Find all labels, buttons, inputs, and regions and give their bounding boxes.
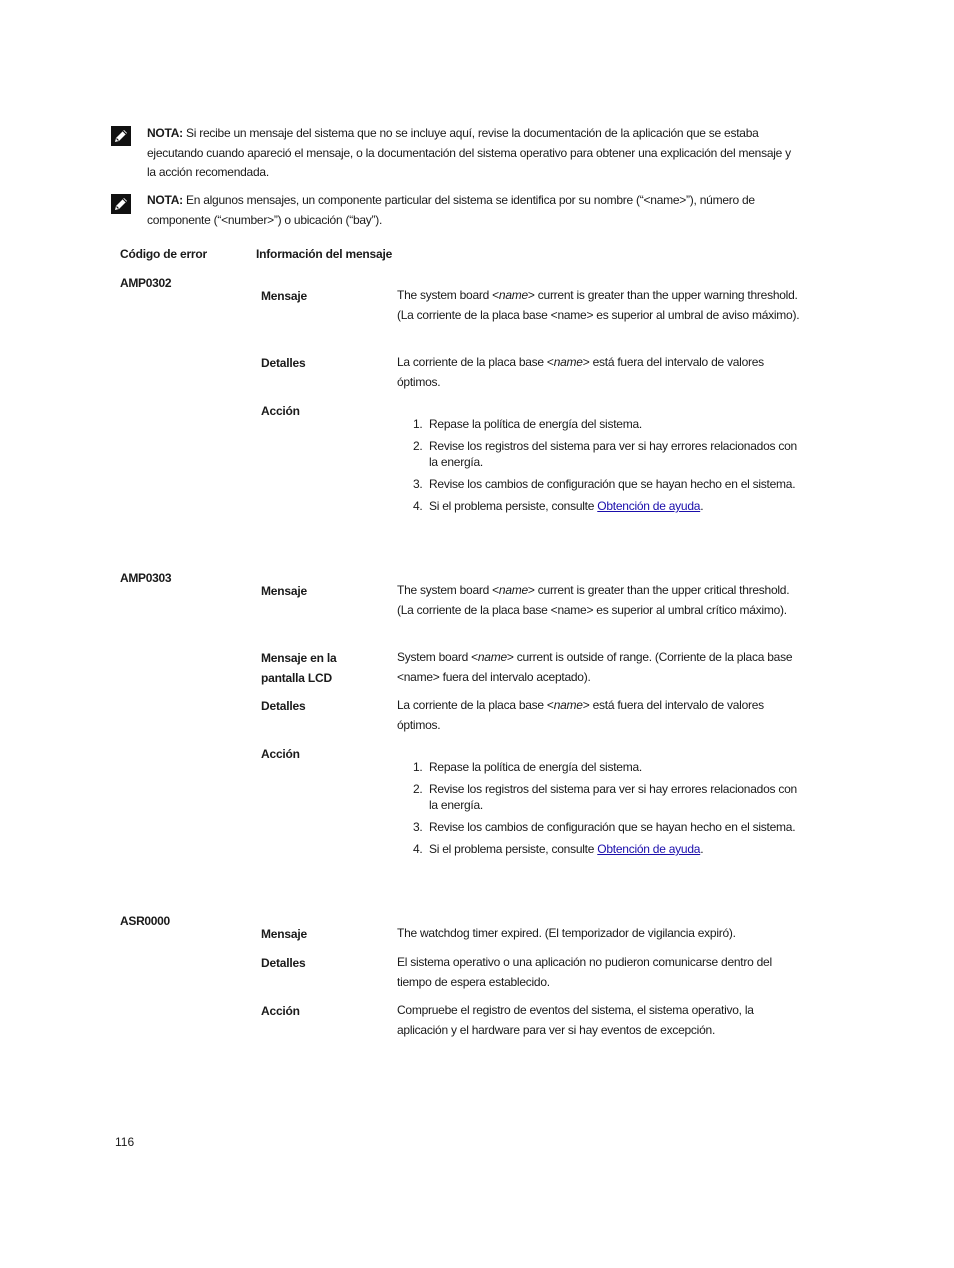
list-item: 1. Repase la política de energía del sistema. xyxy=(413,417,642,431)
pencil-note-icon xyxy=(111,126,131,146)
label-mensaje: Mensaje xyxy=(261,584,307,598)
error-code: AMP0303 xyxy=(120,571,172,585)
label-detalles: Detalles xyxy=(261,956,306,970)
list-item: 3. Revise los cambios de configuración que se hayan hecho en el sistema. xyxy=(413,820,796,834)
pencil-note-icon xyxy=(111,194,131,214)
help-link[interactable]: Obtención de ayuda xyxy=(597,499,701,513)
label-accion: Acción xyxy=(261,1004,300,1018)
label-accion: Acción xyxy=(261,404,300,418)
note-text: En algunos mensajes, un componente particular del sistema se identifica por su nombre (“<name>”), número de componente (“<number>”) o ubicación (“bay”). xyxy=(147,193,755,227)
label-mensaje: Mensaje xyxy=(261,927,307,941)
header-error-code: Código de error xyxy=(120,247,208,261)
label-accion: Acción xyxy=(261,747,300,761)
action-steps xyxy=(413,416,803,520)
details-text: El sistema operativo o una aplicación no pudieron comunicarse dentro del tiempo de espera establecido. xyxy=(397,955,772,989)
action-text: Compruebe el registro de eventos del sistema, el sistema operativo, la aplicación y el hardware para ver si hay eventos de excepción. xyxy=(397,1003,754,1037)
list-item: 4. Si el problema persiste, consulte Obtención de ayuda. xyxy=(413,499,704,513)
details-text: La corriente de la placa base <name> está fuera del intervalo de valores óptimos. xyxy=(397,698,764,732)
note-1 xyxy=(147,124,802,183)
list-item: 2. Revise los registros del sistema para ver si hay errores relacionados con la energía. xyxy=(413,439,797,469)
label-lcd-message: Mensaje en la pantalla LCD xyxy=(261,651,337,685)
page-number: 116 xyxy=(115,1135,135,1149)
note-text: Si recibe un mensaje del sistema que no se incluye aquí, revise la documentación de la aplicación que se estaba ejecutando cuando apareció el mensaje, o la documentación del sistema operativo para obtener una explicación del mensaje y la acción recomendada. xyxy=(147,126,791,179)
list-item: 1. Repase la política de energía del sistema. xyxy=(413,760,642,774)
note-2 xyxy=(147,191,802,230)
header-message-info: Información del mensaje xyxy=(256,247,393,261)
list-item: 3. Revise los cambios de configuración que se hayan hecho en el sistema. xyxy=(413,477,796,491)
error-code: ASR0000 xyxy=(120,914,170,928)
label-detalles: Detalles xyxy=(261,356,306,370)
message-text: The watchdog timer expired. (El temporizador de vigilancia expiró). xyxy=(397,926,736,940)
details-text: La corriente de la placa base <name> está fuera del intervalo de valores óptimos. xyxy=(397,355,764,389)
message-text: The system board <name> current is greater than the upper warning threshold. (La corriente de la placa base <name> es superior al umbral de aviso máximo). xyxy=(397,288,800,322)
note-label: NOTA: xyxy=(147,193,183,207)
lcd-message-text: System board <name> current is outside of range. (Corriente de la placa base <name> fuera del intervalo aceptado). xyxy=(397,650,793,684)
action-steps xyxy=(413,759,803,863)
list-item: 2. Revise los registros del sistema para ver si hay errores relacionados con la energía. xyxy=(413,782,797,812)
list-item: 4. Si el problema persiste, consulte Obtención de ayuda. xyxy=(413,842,704,856)
note-label: NOTA: xyxy=(147,126,183,140)
error-code: AMP0302 xyxy=(120,276,172,290)
message-text: The system board <name> current is greater than the upper critical threshold. (La corriente de la placa base <name> es superior al umbral crítico máximo). xyxy=(397,583,790,617)
label-detalles: Detalles xyxy=(261,699,306,713)
label-mensaje: Mensaje xyxy=(261,289,307,303)
help-link[interactable]: Obtención de ayuda xyxy=(597,842,701,856)
